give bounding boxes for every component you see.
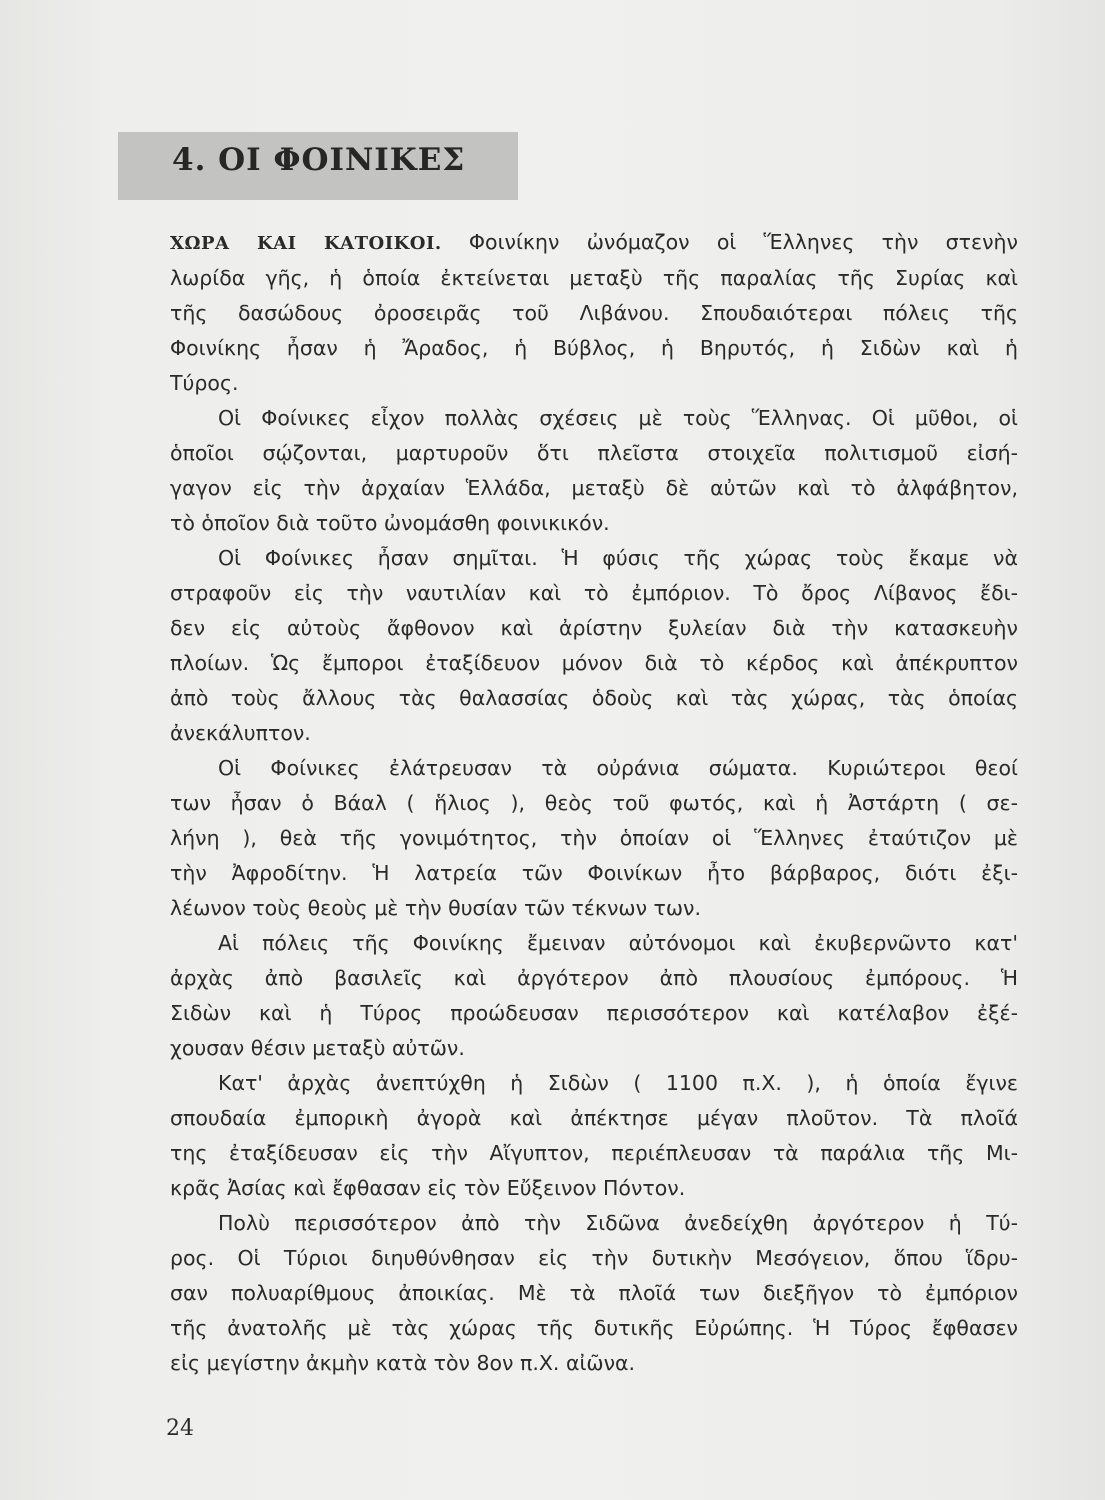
text-line: στραφοῦν εἰς τὴν ναυτιλίαν καὶ τὸ ἐμπόριον. Τὸ ὄρος Λίβανος ἔδι- <box>170 581 1018 605</box>
text-line: τῆς δασώδους ὀροσειρᾶς τοῦ Λιβάνου. Σπουδαιότεραι πόλεις τῆς <box>170 301 1018 325</box>
text-line: των ἦσαν ὁ Βάαλ ( ἥλιος ), θεὸς τοῦ φωτός, καὶ ἡ Ἀστάρτη ( σε- <box>170 791 1018 815</box>
text-line: λέωνον τοὺς θεοὺς μὲ τὴν θυσίαν τῶν τέκνων των. <box>170 896 702 920</box>
text-line: σπουδαία ἐμπορικὴ ἀγορὰ καὶ ἀπέκτησε μέγαν πλοῦτον. Τὰ πλοῖά <box>170 1106 1018 1130</box>
text-line: Κατ' ἀρχὰς ἀνεπτύχθη ἡ Σιδὼν ( 1100 π.Χ. ), ἡ ὁποία ἔγινε <box>218 1071 1018 1095</box>
text-line: ὁποῖοι σῴζονται, μαρτυροῦν ὅτι πλεῖστα στοιχεῖα πολιτισμοῦ εἰσή- <box>170 441 1018 465</box>
text-line: λωρίδα γῆς, ἡ ὁποία ἐκτείνεται μεταξὺ τῆς παραλίας τῆς Συρίας καὶ <box>170 266 1018 290</box>
text-line: γαγον εἰς τὴν ἀρχαίαν Ἑλλάδα, μεταξὺ δὲ αὐτῶν καὶ τὸ ἀλφάβητον, <box>170 476 1018 500</box>
text-line: τὸ ὁποῖον διὰ τοῦτο ὠνομάσθη φοινικικόν. <box>170 511 610 535</box>
text-line: ρος. Οἱ Τύριοι διηυθύνθησαν εἰς τὴν δυτικὴν Μεσόγειον, ὅπου ἵδρυ- <box>170 1246 1018 1270</box>
text-line <box>170 225 1018 261</box>
text-line: δεν εἰς αὐτοὺς ἄφθονον καὶ ἀρίστην ξυλείαν διὰ τὴν κατασκευὴν <box>170 616 1018 640</box>
text-line-content: Φοινίκην ὠνόμαζον οἱ Ἕλληνες τὴν στενὴν <box>468 230 1018 254</box>
text-line: Οἱ Φοίνικες ἦσαν σημῖται. Ἡ φύσις τῆς χώρας τοὺς ἔκαμε νὰ <box>218 546 1018 570</box>
text-line: Φοινίκης ἦσαν ἡ Ἄραδος, ἡ Βύβλος, ἡ Βηρυτός, ἡ Σιδὼν καὶ ἡ <box>170 336 1018 360</box>
text-line: χουσαν θέσιν μεταξὺ αὐτῶν. <box>170 1036 465 1060</box>
text-line: λήνη ), θεὰ τῆς γονιμότητος, τὴν ὁποίαν οἱ Ἕλληνες ἐταύτιζον μὲ <box>170 826 1018 850</box>
text-line: κρᾶς Ἀσίας καὶ ἔφθασαν εἰς τὸν Εὔξεινον Πόντον. <box>170 1176 686 1200</box>
text-line: Πολὺ περισσότερον ἀπὸ τὴν Σιδῶνα ἀνεδείχθη ἀργότερον ἡ Τύ- <box>218 1211 1018 1235</box>
page-number: 24 <box>166 1416 194 1441</box>
text-line: ἀρχὰς ἀπὸ βασιλεῖς καὶ ἀργότερον ἀπὸ πλουσίους ἐμπόρους. Ἡ <box>170 966 1018 990</box>
text-line: Αἱ πόλεις τῆς Φοινίκης ἔμειναν αὐτόνομοι καὶ ἐκυβερνῶντο κατ' <box>218 931 1018 955</box>
text-line: Τύρος. <box>170 371 239 395</box>
text-line: εἰς μεγίστην ἀκμὴν κατὰ τὸν 8ον π.Χ. αἰῶνα. <box>170 1351 636 1375</box>
text-line: ἀνεκάλυπτον. <box>170 721 311 745</box>
text-line: ἀπὸ τοὺς ἄλλους τὰς θαλασσίας ὁδοὺς καὶ τὰς χώρας, τὰς ὁποίας <box>170 686 1018 710</box>
section-heading: ΧΩΡΑ ΚΑΙ ΚΑΤΟΙΚΟΙ. <box>170 233 442 254</box>
text-line: Οἱ Φοίνικες εἶχον πολλὰς σχέσεις μὲ τοὺς Ἕλληνας. Οἱ μῦθοι, οἱ <box>218 406 1018 430</box>
text-line: τὴν Ἀφροδίτην. Ἡ λατρεία τῶν Φοινίκων ἦτο βάρβαρος, διότι ἐξι- <box>170 861 1018 885</box>
chapter-title: 4. ΟΙ ΦΟΙΝΙΚΕΣ <box>172 142 466 178</box>
text-line: πλοίων. Ὡς ἔμποροι ἐταξίδευον μόνον διὰ τὸ κέρδος καὶ ἀπέκρυπτον <box>170 651 1018 675</box>
text-line: σαν πολυαρίθμους ἀποικίας. Μὲ τὰ πλοῖά των διεξῆγον τὸ ἐμπόριον <box>170 1281 1018 1305</box>
text-line: Οἱ Φοίνικες ἐλάτρευσαν τὰ οὐράνια σώματα. Κυριώτεροι θεοί <box>218 756 1018 780</box>
text-line: της ἐταξίδευσαν εἰς τὴν Αἴγυπτον, περιέπλευσαν τὰ παράλια τῆς Μι- <box>170 1141 1018 1165</box>
text-line: Σιδὼν καὶ ἡ Τύρος προώδευσαν περισσότερον καὶ κατέλαβον ἐξέ- <box>170 1001 1018 1025</box>
text-line: τῆς ἀνατολῆς μὲ τὰς χώρας τῆς δυτικῆς Εὐρώπης. Ἡ Τύρος ἔφθασεν <box>170 1316 1018 1340</box>
body-text <box>170 225 1018 1381</box>
